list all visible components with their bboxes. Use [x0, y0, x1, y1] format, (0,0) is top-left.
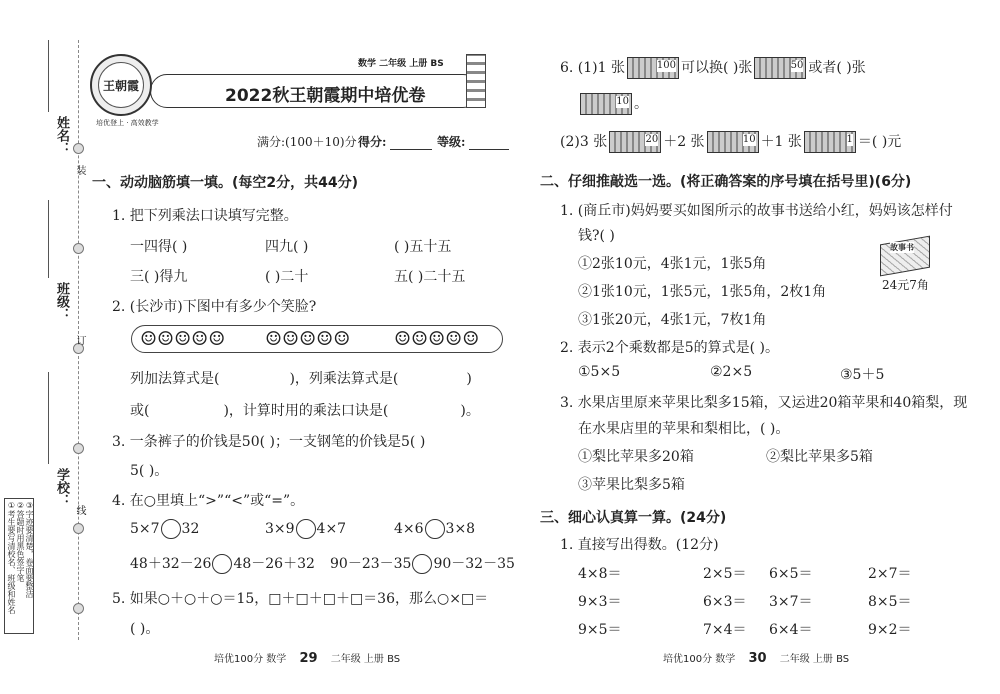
footer-right — [663, 650, 849, 666]
calc-item[interactable]: 6×5＝ — [769, 566, 813, 582]
q2-text: 或( — [130, 403, 150, 419]
smiley-icon: ☺ — [411, 328, 429, 350]
compare-item[interactable]: 90－23－35 90－32－35 — [330, 556, 515, 572]
q2-text: 列加法算式是( — [130, 371, 220, 387]
q6-text: (2)3 张 — [560, 134, 608, 150]
smiley-icon: ☺ — [157, 328, 175, 350]
seal-char: 订 — [74, 335, 85, 345]
option[interactable]: ②1张10元，1张5元，1张5角，2枚1角 — [578, 284, 827, 300]
smiley-icon: ☺ — [191, 328, 209, 350]
binding-hole — [73, 143, 84, 154]
class-label: 班级： — [54, 282, 69, 321]
note-item: ①考生要写清校名、班级和姓名 — [7, 501, 16, 614]
question-1: 1. 把下列乘法口诀填写完整。 — [112, 208, 298, 224]
calc-item[interactable]: 3×7＝ — [769, 594, 813, 610]
school-label: 学校： — [54, 468, 69, 507]
score-label: 得分: — [358, 135, 387, 149]
book-title: 故事书 — [890, 242, 914, 252]
note-item: ③字迹要清楚，卷面要整洁 — [25, 501, 34, 598]
q2-text: )。 — [460, 403, 480, 419]
exam-notes — [4, 498, 34, 634]
binding-hole — [73, 443, 84, 454]
smiley-icon: ☺ — [316, 328, 334, 350]
q6-text: ＋1 张 — [760, 134, 802, 150]
compare-item[interactable]: 3×9 4×7 — [265, 521, 347, 537]
q6-text: 。 — [634, 96, 648, 112]
s2-question-1: 1. (商丘市)妈妈要买如图所示的故事书送给小红，妈妈该怎样付 — [560, 203, 953, 219]
score-blank[interactable] — [390, 149, 432, 150]
smiley-icon: ☺ — [428, 328, 446, 350]
compare-circle — [212, 554, 232, 574]
smiley-icon: ☺ — [174, 328, 192, 350]
q1-item[interactable]: 三( )得九 — [130, 269, 188, 285]
question-6-2[interactable] — [560, 131, 901, 153]
banknote-icon: 20 — [609, 131, 661, 153]
option[interactable]: ③苹果比梨多5箱 — [578, 477, 685, 493]
name-line[interactable] — [48, 40, 49, 112]
banknote-icon: 1 — [804, 131, 856, 153]
q2-text: )，列乘法算式是( — [289, 371, 399, 387]
calc-item[interactable]: 9×2＝ — [868, 622, 912, 638]
name-label: 姓名： — [54, 116, 69, 155]
class-line[interactable] — [48, 200, 49, 278]
binding-hole — [73, 243, 84, 254]
smiley-group — [394, 327, 479, 351]
binding-hole — [73, 523, 84, 534]
q2-text: )，计算时用的乘法口诀是( — [223, 403, 389, 419]
question-4: 4. 在○里填上“>”“<”或“=”。 — [112, 493, 305, 509]
smiley-icon: ☺ — [140, 328, 158, 350]
seal-char: 装 — [74, 165, 85, 175]
banknote-icon: 10 — [580, 93, 632, 115]
brand-logo — [90, 54, 152, 116]
compare-item[interactable]: 5×7 32 — [130, 521, 200, 537]
question-2: 2. (长沙市)下图中有多少个笑脸? — [112, 299, 317, 315]
binding-hole — [73, 603, 84, 614]
score-info: 满分:(100＋10)分 — [257, 135, 357, 149]
compare-circle — [161, 519, 181, 539]
calc-item[interactable]: 6×3＝ — [703, 594, 747, 610]
smiley-icon: ☺ — [462, 328, 480, 350]
q6-text: ＝( )元 — [857, 134, 902, 150]
q2-line-2[interactable] — [130, 400, 480, 420]
q1-item[interactable]: ( )五十五 — [394, 239, 452, 255]
smiley-icon: ☺ — [394, 328, 412, 350]
question-6-1-cont — [578, 93, 648, 115]
question-5[interactable]: 5. 如果○＋○＋○＝15，□＋□＋□＋□＝36，那么○×□＝ — [112, 591, 489, 607]
q6-text: ＋2 张 — [663, 134, 705, 150]
question-3[interactable]: 3. 一条裤子的价钱是50( )；一支钢笔的价钱是5( ) — [112, 434, 426, 450]
book-price: 24元7角 — [882, 278, 929, 292]
q6-text: 可以换( )张 — [681, 60, 753, 76]
page-number: 29 — [299, 651, 318, 666]
smiley-icon: ☺ — [208, 328, 226, 350]
option[interactable]: ③1张20元，4张1元，7枚1角 — [578, 312, 767, 328]
banknote-icon: 100 — [627, 57, 679, 79]
option[interactable]: ②2×5 — [710, 364, 753, 380]
s2-question-2[interactable]: 2. 表示2个乘数都是5的算式是( )。 — [560, 340, 779, 356]
subject-line: 数学 二年级 上册 BS — [358, 59, 444, 69]
s2-question-3: 3. 水果店里原来苹果比梨多15箱，又运进20箱苹果和40箱梨，现 — [560, 395, 968, 411]
logo-caption: 培优登上 · 高效教学 — [96, 119, 159, 127]
s2-question-3-cont[interactable]: 在水果店里的苹果和梨相比，( )。 — [578, 421, 790, 437]
smiley-icon: ☺ — [445, 328, 463, 350]
compare-item[interactable]: 4×6 3×8 — [394, 521, 476, 537]
page-number: 30 — [748, 651, 767, 666]
smiley-figure — [131, 325, 503, 353]
note-item: ②答题时用黑色签字笔 — [16, 501, 25, 582]
q1-item[interactable]: ( )二十 — [265, 269, 309, 285]
calc-item[interactable]: 7×4＝ — [703, 622, 747, 638]
footer-text: 培优100分 数学 — [214, 654, 287, 665]
calc-item[interactable]: 9×5＝ — [578, 622, 622, 638]
smiley-group — [265, 327, 350, 351]
footer-text: 培优100分 数学 — [663, 654, 736, 665]
score-field[interactable] — [358, 133, 436, 150]
section-1-title: 一、动动脑筋填一填。(每空2分，共44分) — [92, 175, 359, 191]
smiley-icon: ☺ — [282, 328, 300, 350]
q2-line-1[interactable] — [130, 368, 472, 388]
question-3-cont[interactable]: 5( )。 — [130, 463, 169, 479]
calc-item[interactable]: 4×8＝ — [578, 566, 622, 582]
calc-item[interactable]: 2×5＝ — [703, 566, 747, 582]
option[interactable]: ③5＋5 — [840, 367, 885, 383]
grade-label: 等级: — [437, 135, 466, 149]
compare-circle — [412, 554, 432, 574]
q2-text: ) — [466, 371, 472, 387]
section-2-title: 二、仔细推敲选一选。(将正确答案的序号填在括号里)(6分) — [540, 174, 912, 190]
smiley-group — [140, 327, 225, 351]
q1-item[interactable]: 四九( ) — [265, 239, 309, 255]
logo-text: 王朝霞 — [98, 62, 144, 108]
footer-text: 二年级 上册 BS — [330, 654, 401, 665]
s2-question-1-cont[interactable]: 钱?( ) — [578, 228, 615, 244]
banknote-icon: 50 — [754, 57, 806, 79]
footer-left — [214, 650, 400, 666]
smiley-icon: ☺ — [333, 328, 351, 350]
compare-circle — [296, 519, 316, 539]
calc-item[interactable]: 8×5＝ — [868, 594, 912, 610]
question-6-1[interactable] — [560, 57, 866, 79]
calc-item[interactable]: 2×7＝ — [868, 566, 912, 582]
grade-blank[interactable] — [469, 149, 509, 150]
q6-text: 或者( )张 — [808, 60, 866, 76]
option[interactable]: ②梨比苹果多5箱 — [766, 449, 873, 465]
seal-char: 线 — [74, 505, 85, 515]
question-5-cont[interactable]: ( )。 — [130, 621, 160, 637]
smiley-icon: ☺ — [265, 328, 283, 350]
page-title: 2022秋王朝霞期中培优卷 — [225, 86, 426, 106]
q6-text: 6. (1)1 张 — [560, 60, 625, 76]
q1-item[interactable]: 一四得( ) — [130, 239, 188, 255]
grade-field[interactable] — [437, 133, 513, 150]
school-line[interactable] — [48, 372, 49, 464]
calc-item[interactable]: 6×4＝ — [769, 622, 813, 638]
lighthouse-icon — [466, 54, 486, 108]
s3-question-1: 1. 直接写出得数。(12分) — [560, 537, 719, 553]
compare-item[interactable]: 48＋32－26 48－26＋32 — [130, 556, 315, 572]
footer-text: 二年级 上册 BS — [779, 654, 850, 665]
smiley-icon: ☺ — [299, 328, 317, 350]
option[interactable]: ①2张10元，4张1元，1张5角 — [578, 256, 767, 272]
calc-item[interactable]: 9×3＝ — [578, 594, 622, 610]
compare-circle — [425, 519, 445, 539]
banknote-icon: 10 — [707, 131, 759, 153]
section-3-title: 三、细心认真算一算。(24分) — [540, 510, 727, 526]
q1-item[interactable]: 五( )二十五 — [394, 269, 466, 285]
option[interactable]: ①5×5 — [578, 364, 621, 380]
option[interactable]: ①梨比苹果多20箱 — [578, 449, 694, 465]
